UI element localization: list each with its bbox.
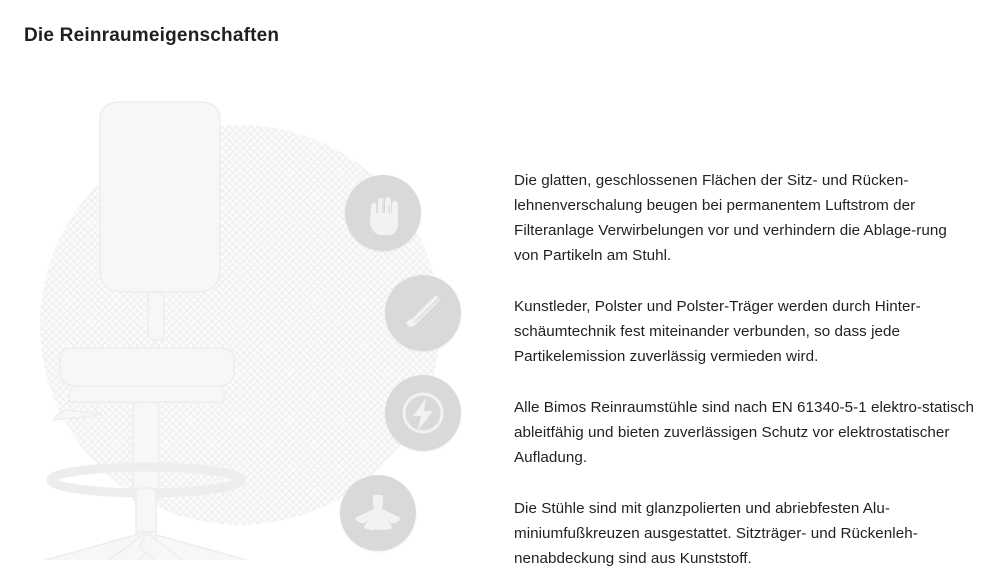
feature-badge-aluminium-base [340, 475, 416, 551]
aluminium-base-icon [354, 493, 402, 533]
paragraph-aluminium-base: Die Stühle sind mit glanzpolierten und abriebfesten Alu-miniumfußkreuzen ausgestattet. Sitzträger- und Rückenleh-nenabdeckung sind aus Kunststoff. [514, 500, 918, 567]
esd-lightning-icon [400, 390, 446, 436]
feature-description-text [514, 168, 974, 571]
feature-badge-gloves [345, 175, 421, 251]
feature-badge-upholstery [385, 275, 461, 351]
feature-badge-esd [385, 375, 461, 451]
paragraph-upholstery: Kunstleder, Polster und Polster-Träger werden durch Hinter-schäumtechnik fest miteinander verbunden, so dass jede Partikelemission zuverlässig vermieden wird. [514, 298, 921, 365]
cleanroom-chair-illustration [0, 70, 500, 570]
chair-graphic [30, 80, 360, 560]
paragraph-esd: Alle Bimos Reinraumstühle sind nach EN 61340-5-1 elektro-statisch ableitfähig und bieten zuverlässigen Schutz vor elektrostatischer Aufladung. [514, 399, 974, 466]
paragraph-smooth-surfaces: Die glatten, geschlossenen Flächen der Sitz- und Rücken-lehnenverschalung beugen bei permanentem Luftstrom der Filteranlage Verwirbelungen vor und verhindern die Ablage-rung von Partikeln am Stuhl. [514, 172, 947, 264]
page-title: Die Reinraumeigenschaften [24, 25, 280, 46]
upholstery-foam-icon [402, 292, 444, 334]
gloves-icon [363, 191, 403, 235]
